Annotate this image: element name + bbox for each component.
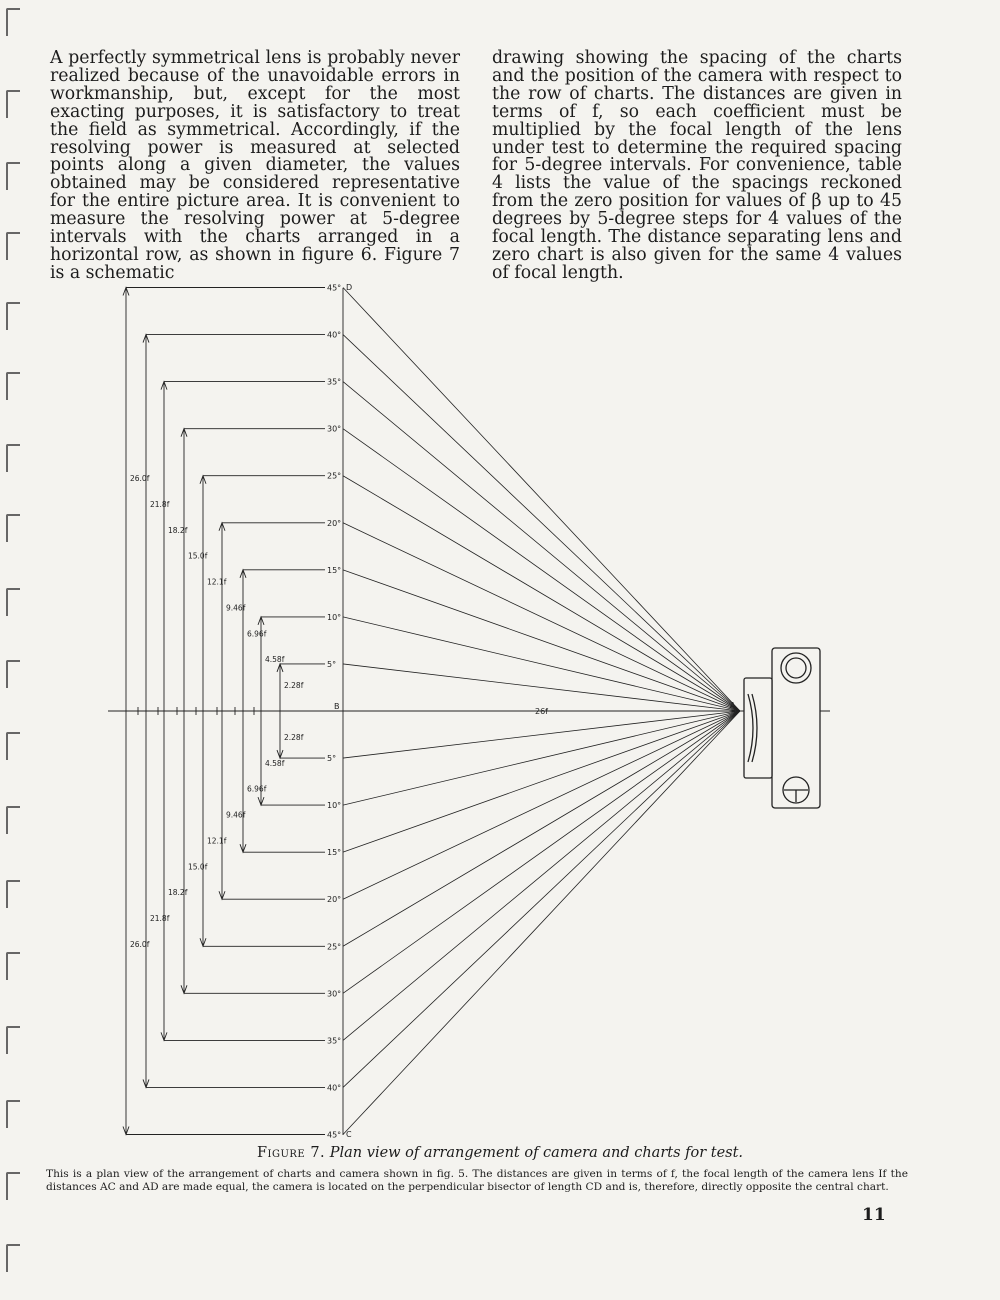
distance-label: 26f: [535, 707, 548, 716]
sight-line: [343, 382, 740, 711]
angle-label: 20°: [327, 518, 342, 528]
sight-line: [343, 429, 740, 711]
angle-label: 35°: [327, 1036, 342, 1046]
sight-line: [343, 711, 740, 899]
point-label-a: A: [730, 701, 736, 710]
angle-label: 40°: [327, 330, 342, 340]
angle-label: 20°: [327, 895, 342, 905]
sight-line: [343, 711, 740, 758]
spacing-label: 6.96f: [247, 784, 267, 794]
page-number: 11: [862, 1205, 886, 1225]
angle-label: 10°: [327, 801, 342, 811]
spacing-label: 9.46f: [226, 603, 246, 613]
spacing-label: 6.96f: [247, 629, 267, 639]
sight-line: [343, 335, 740, 711]
angle-label: 15°: [327, 565, 342, 575]
spacing-label: 2.28f: [284, 732, 304, 742]
sight-line: [343, 711, 740, 946]
angle-label: 5°: [327, 754, 337, 764]
point-label-d: D: [346, 283, 353, 292]
body-text-right-column: drawing showing the spacing of the charts and the position of the camera with respect to the row of charts. The distances are given in terms of f, so each coefficient must be multiplied by the focal length of the lens under test to determine the required spacing for 5-degree intervals. For convenience, table 4 lists the value of the spacings reckoned from the zero position for values of β up to 45 degrees by 5-degree steps for 4 values of the focal length. The distance separating lens and zero chart is also given for the same 4 values of focal length.: [492, 48, 902, 283]
angle-label: 30°: [327, 424, 342, 434]
point-label-c: C: [346, 1130, 352, 1139]
spacing-label: 4.58f: [265, 655, 285, 665]
body-text-left-column: A perfectly symmetrical lens is probably never realized because of the unavoidable errors in workmanship, but, except for the most exacting purposes, it is satisfactory to treat the field as symmetrical. Accordingly, if the resolving power is measured at selected points along a given diameter, the values obtained may be considered representative for the entire picture area. It is convenient to measure the resolving power at 5-degree intervals with the charts arranged in a horizontal row, as shown in figure 6. Figure 7 is a schematic: [50, 48, 460, 283]
sight-line: [343, 711, 740, 852]
spacing-label: 18.2f: [168, 888, 188, 898]
spacing-label: 26.0f: [130, 939, 150, 949]
angle-label: 35°: [327, 377, 342, 387]
spacing-label: 12.1f: [207, 836, 227, 846]
spacing-label: 21.8f: [150, 499, 170, 509]
sight-line: [343, 664, 740, 711]
spacing-label: 26.0f: [130, 474, 150, 484]
figure-7-diagram: [100, 278, 840, 1148]
sight-line: [343, 523, 740, 711]
spacing-label: 2.28f: [284, 681, 304, 691]
camera-icon: [744, 648, 820, 808]
angle-label: 5°: [327, 659, 337, 669]
angle-label: 40°: [327, 1083, 342, 1093]
sight-line: [343, 711, 740, 805]
angle-label: 10°: [327, 612, 342, 622]
figure-title: Plan view of arrangement of camera and charts for test.: [329, 1145, 744, 1161]
angle-label: 45°: [327, 1130, 342, 1140]
sight-line: [343, 711, 740, 1087]
angle-label: 45°: [327, 283, 342, 293]
spacing-label: 12.1f: [207, 577, 227, 587]
spacing-label: 18.2f: [168, 525, 188, 535]
binding-rings: [0, 0, 30, 1300]
sight-line: [343, 711, 740, 1135]
angle-label: 25°: [327, 942, 342, 952]
spacing-label: 9.46f: [226, 810, 246, 820]
figure-caption-title: [0, 1144, 1000, 1162]
angle-label: 30°: [327, 989, 342, 999]
dimension-lines: [108, 288, 830, 1136]
sight-line: [343, 711, 740, 1040]
sight-line: [343, 288, 740, 712]
figure-number: Figure 7.: [256, 1145, 326, 1161]
spacing-label: 21.8f: [150, 914, 170, 924]
sight-line: [343, 711, 740, 993]
sight-line: [343, 570, 740, 711]
sight-line: [343, 476, 740, 711]
spacing-label: 4.58f: [265, 758, 285, 768]
angle-label: 25°: [327, 471, 342, 481]
sight-line: [343, 617, 740, 711]
figure-caption-body: This is a plan view of the arrangement of charts and camera shown in fig. 5. The distances are given in terms of f, the focal length of the camera lens If the distances AC and AD are made equal, the camera is located on the perpendicular bisector of length CD and is, therefore, directly opposite the central chart.: [46, 1168, 908, 1193]
point-label-b: B: [334, 702, 340, 711]
angle-label: 15°: [327, 848, 342, 858]
spacing-label: 15.0f: [188, 862, 208, 872]
spacing-label: 15.0f: [188, 551, 208, 561]
